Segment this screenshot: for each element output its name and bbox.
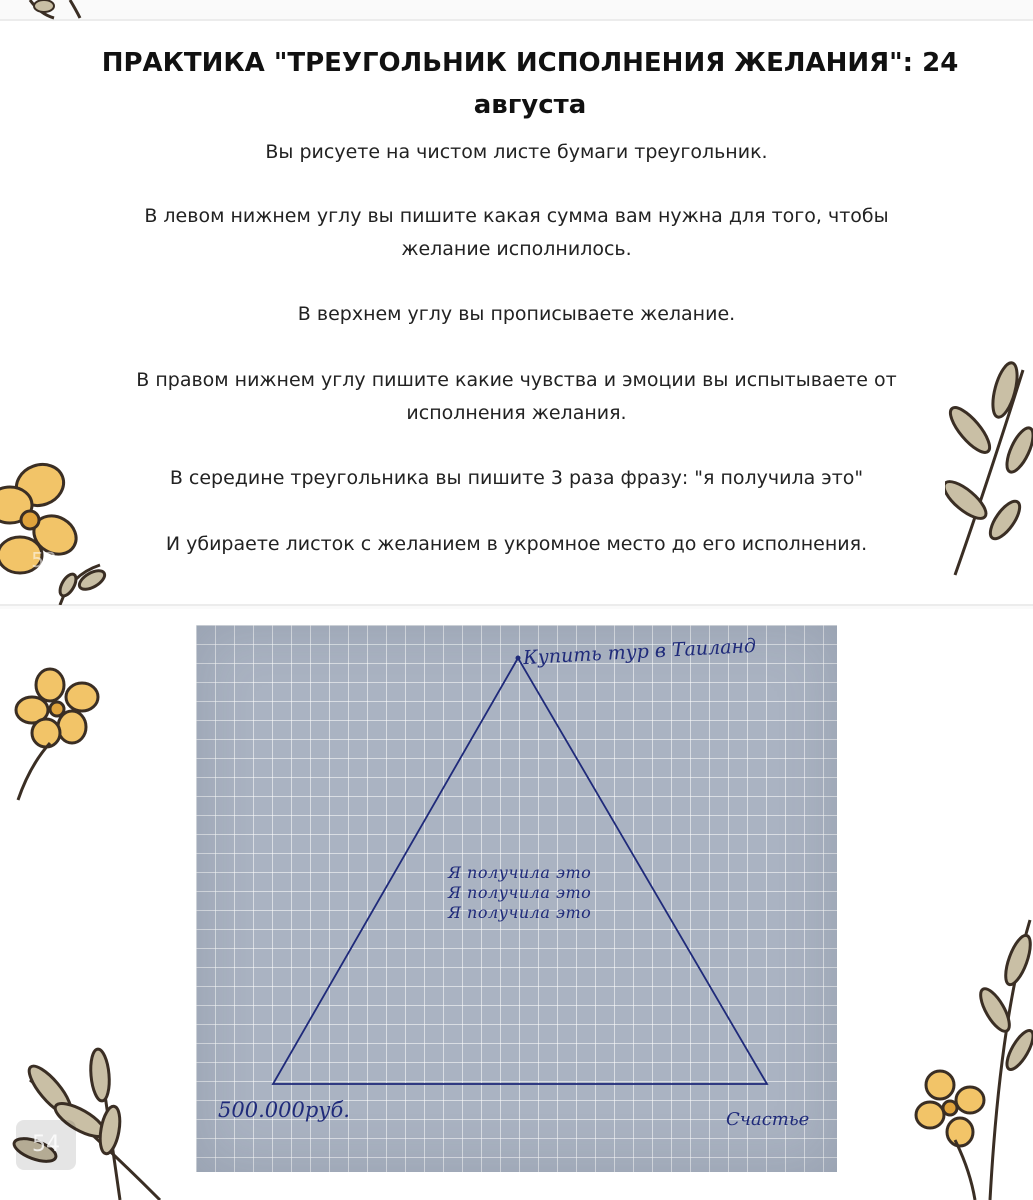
flower-decoration-icon bbox=[10, 665, 110, 805]
flower-decoration-icon bbox=[900, 900, 1033, 1200]
triangle-photo bbox=[196, 625, 837, 1172]
paragraph-6: И убираете листок с желанием в укромное место до его исполнения. bbox=[165, 533, 868, 555]
paragraph-1: Вы рисуете на чистом листе бумаги треугольник. bbox=[265, 141, 768, 163]
amount-text: 500.000руб. bbox=[218, 1098, 350, 1122]
divider bbox=[0, 19, 1033, 21]
leaf-branch-decoration-icon bbox=[0, 1020, 180, 1200]
page-number-badge: 53 bbox=[31, 548, 57, 572]
feeling-text: Счастье bbox=[726, 1109, 810, 1130]
divider bbox=[0, 604, 1033, 606]
article-title: ПРАКТИКА "ТРЕУГОЛЬНИК ИСПОЛНЕНИЯ ЖЕЛАНИЯ": 24 августа bbox=[101, 48, 959, 120]
flower-decoration-icon bbox=[0, 455, 115, 605]
wish-text: Купить тур в Таиланд bbox=[522, 634, 757, 670]
paragraph-4: В правом нижнем углу пишите какие чувства и эмоции вы испытываете от исполнения желания. bbox=[136, 369, 897, 424]
affirmation-line: Я получила это bbox=[448, 863, 592, 882]
paragraph-5: В середине треугольника вы пишите 3 раза фразу: "я получила это" bbox=[169, 467, 864, 489]
affirmation-line: Я получила это bbox=[448, 903, 592, 922]
leaf-branch-decoration-icon bbox=[945, 350, 1033, 580]
page-number-badge: 54 bbox=[16, 1120, 76, 1170]
affirmation-line: Я получила это bbox=[448, 883, 592, 902]
paragraph-3: В верхнем углу вы прописываете желание. bbox=[297, 303, 736, 325]
top-vertex-dot bbox=[516, 656, 521, 661]
paragraph-2: В левом нижнем углу вы пишите какая сумма вам нужна для того, чтобы желание исполнилось. bbox=[144, 205, 889, 260]
leaf-decoration-icon bbox=[10, 0, 120, 20]
